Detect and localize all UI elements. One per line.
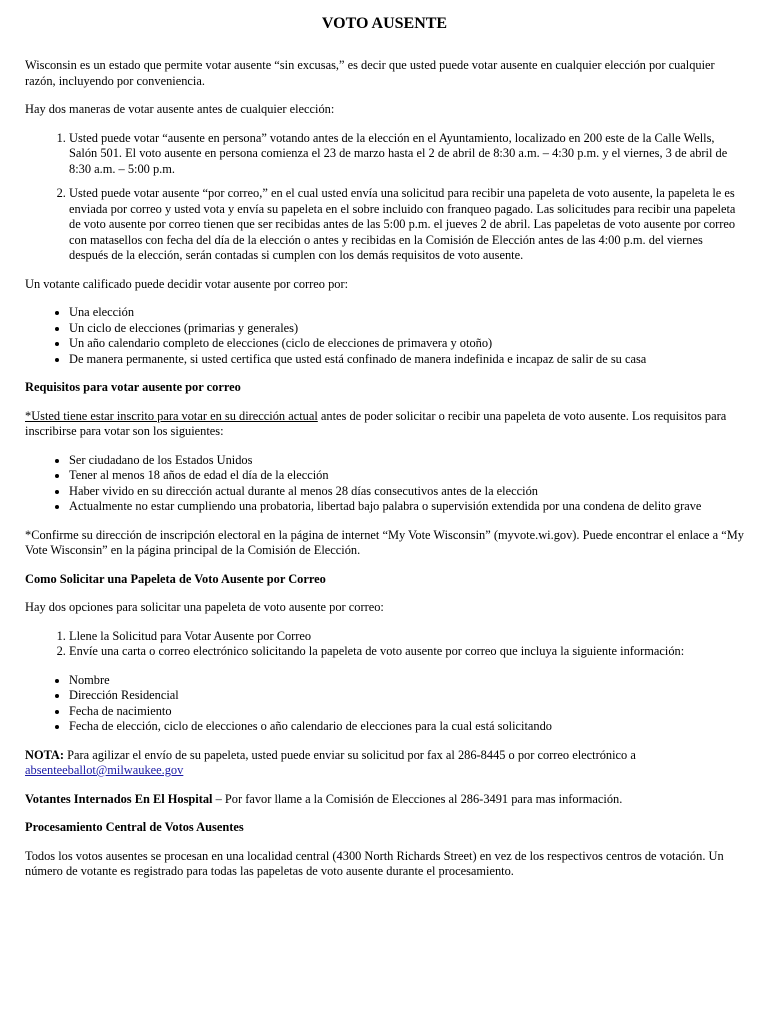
- list-item: • Un ciclo de elecciones (primarias y generales): [69, 321, 744, 337]
- list-item: • Actualmente no estar cumpliendo una probatoria, libertad bajo palabra o supervisión extendida por una condena de delito grave: [69, 499, 744, 515]
- list-item: 1. Usted puede votar “ausente en persona” votando antes de la elección en el Ayuntamiento, localizado en 200 este de la Calle Wells, Salón 501. El voto ausente en persona comienza el 23 de marzo hasta el 2 de abril de 8:30 a.m. – 4:30 p.m. y el viernes, 3 de abril de 8:30 a.m. – 5:00 p.m.: [69, 131, 744, 178]
- absentee-email-link[interactable]: absenteeballot@milwaukee.gov: [25, 763, 184, 777]
- list-item: 2. Envíe una carta o correo electrónico solicitando la papeleta de voto ausente por correo que incluya la siguiente información:: [69, 644, 744, 660]
- two-ways-intro: Hay dos maneras de votar ausente antes de cualquier elección:: [25, 102, 335, 116]
- list-item: • Ser ciudadano de los Estados Unidos: [69, 453, 744, 469]
- list-item: • Una elección: [69, 305, 744, 321]
- list-item: • Haber vivido en su dirección actual durante al menos 28 días consecutivos antes de la elección: [69, 484, 744, 500]
- list-item: • Tener al menos 18 años de edad el día de la elección: [69, 468, 744, 484]
- how-to-request-intro: Hay dos opciones para solicitar una papeleta de voto ausente por correo:: [25, 600, 384, 614]
- confirm-address-note: *Confirme su dirección de inscripción electoral en la página de internet “My Vote Wisconsin” (myvote.wi.gov). Puede encontrar el enlace a “My Vote Wisconsin” en la página principal de la Comisión de Elección.: [25, 527, 744, 557]
- requirements-list: [25, 453, 744, 515]
- nota-paragraph: [25, 748, 744, 779]
- central-processing-paragraph: Todos los votos ausentes se procesan en una localidad central (4300 North Richards Street) en vez de los respectivos centros de votación. Un número de votante es registrado para todas las papeletas de voto ausente durante el procesamiento.: [25, 848, 724, 878]
- list-item: • Fecha de elección, ciclo de elecciones o año calendario de elecciones para la cual está solicitando: [69, 719, 744, 735]
- hospital-text: – Por favor llame a la Comisión de Elecciones al 286-3491 para mas información.: [212, 791, 623, 806]
- requirements-heading: Requisitos para votar ausente por correo: [25, 380, 241, 394]
- list-item: 2. Usted puede votar ausente “por correo,” en el cual usted envía una solicitud para recibir una papeleta de voto ausente, la papeleta le es enviada por correo y usted vota y envía su papeleta en el sobre incluido con franqueo pagado. Las solicitudes para recibir una papeleta de voto ausente por correo tienen que ser recibidas antes de las 5:00 p.m. el jueves 2 de abril. Las papeletas de voto ausente por correo con matasellos con fecha del día de la elección o antes y recibidas en la Comisión de Elección antes de las 4:00 p.m. del viernes después de la elección, serán contadas si cumplen con los demás requisitos de voto ausente.: [69, 186, 744, 264]
- two-ways-list: [25, 131, 744, 264]
- list-item: • Un año calendario completo de elecciones (ciclo de elecciones de primavera y otoño): [69, 336, 744, 352]
- central-processing-heading: Procesamiento Central de Votos Ausentes: [25, 820, 244, 834]
- how-to-request-heading: Como Solicitar una Papeleta de Voto Ausente por Correo: [25, 571, 326, 586]
- how-to-request-list: [25, 629, 744, 660]
- hospital-label: Votantes Internados En El Hospital: [25, 791, 213, 806]
- list-item: • Nombre: [69, 673, 744, 689]
- document-title: VOTO AUSENTE: [321, 15, 448, 32]
- requirements-intro: [25, 409, 744, 440]
- list-item: 1. Llene la Solicitud para Votar Ausente por Correo: [69, 629, 744, 645]
- intro-paragraph: Wisconsin es un estado que permite votar ausente “sin excusas,” es decir que usted puede votar ausente en cualquier elección por cualquier razón, incluyendo por conveniencia.: [25, 58, 715, 88]
- hospital-paragraph: [25, 792, 744, 808]
- required-info-list: [25, 673, 744, 735]
- list-item: • Fecha de nacimiento: [69, 704, 744, 720]
- qualified-intro: Un votante calificado puede decidir votar ausente por correo por:: [25, 276, 349, 291]
- registration-note-rest: antes de poder solicitar o recibir una papeleta de voto ausente. Los requisitos para inscribirse para votar son los siguientes:: [25, 408, 727, 438]
- qualified-options-list: [25, 305, 744, 367]
- list-item: • De manera permanente, si usted certifica que usted está confinado de manera indefinida e incapaz de salir de su casa: [69, 352, 744, 368]
- list-item: • Dirección Residencial: [69, 688, 744, 704]
- registration-note-underlined: *Usted tiene estar inscrito para votar en su dirección actual: [25, 408, 318, 423]
- nota-label: NOTA:: [25, 747, 65, 762]
- nota-text: Para agilizar el envío de su papeleta, usted puede enviar su solicitud por fax al 286-8445 o por correo electrónico a: [64, 747, 636, 762]
